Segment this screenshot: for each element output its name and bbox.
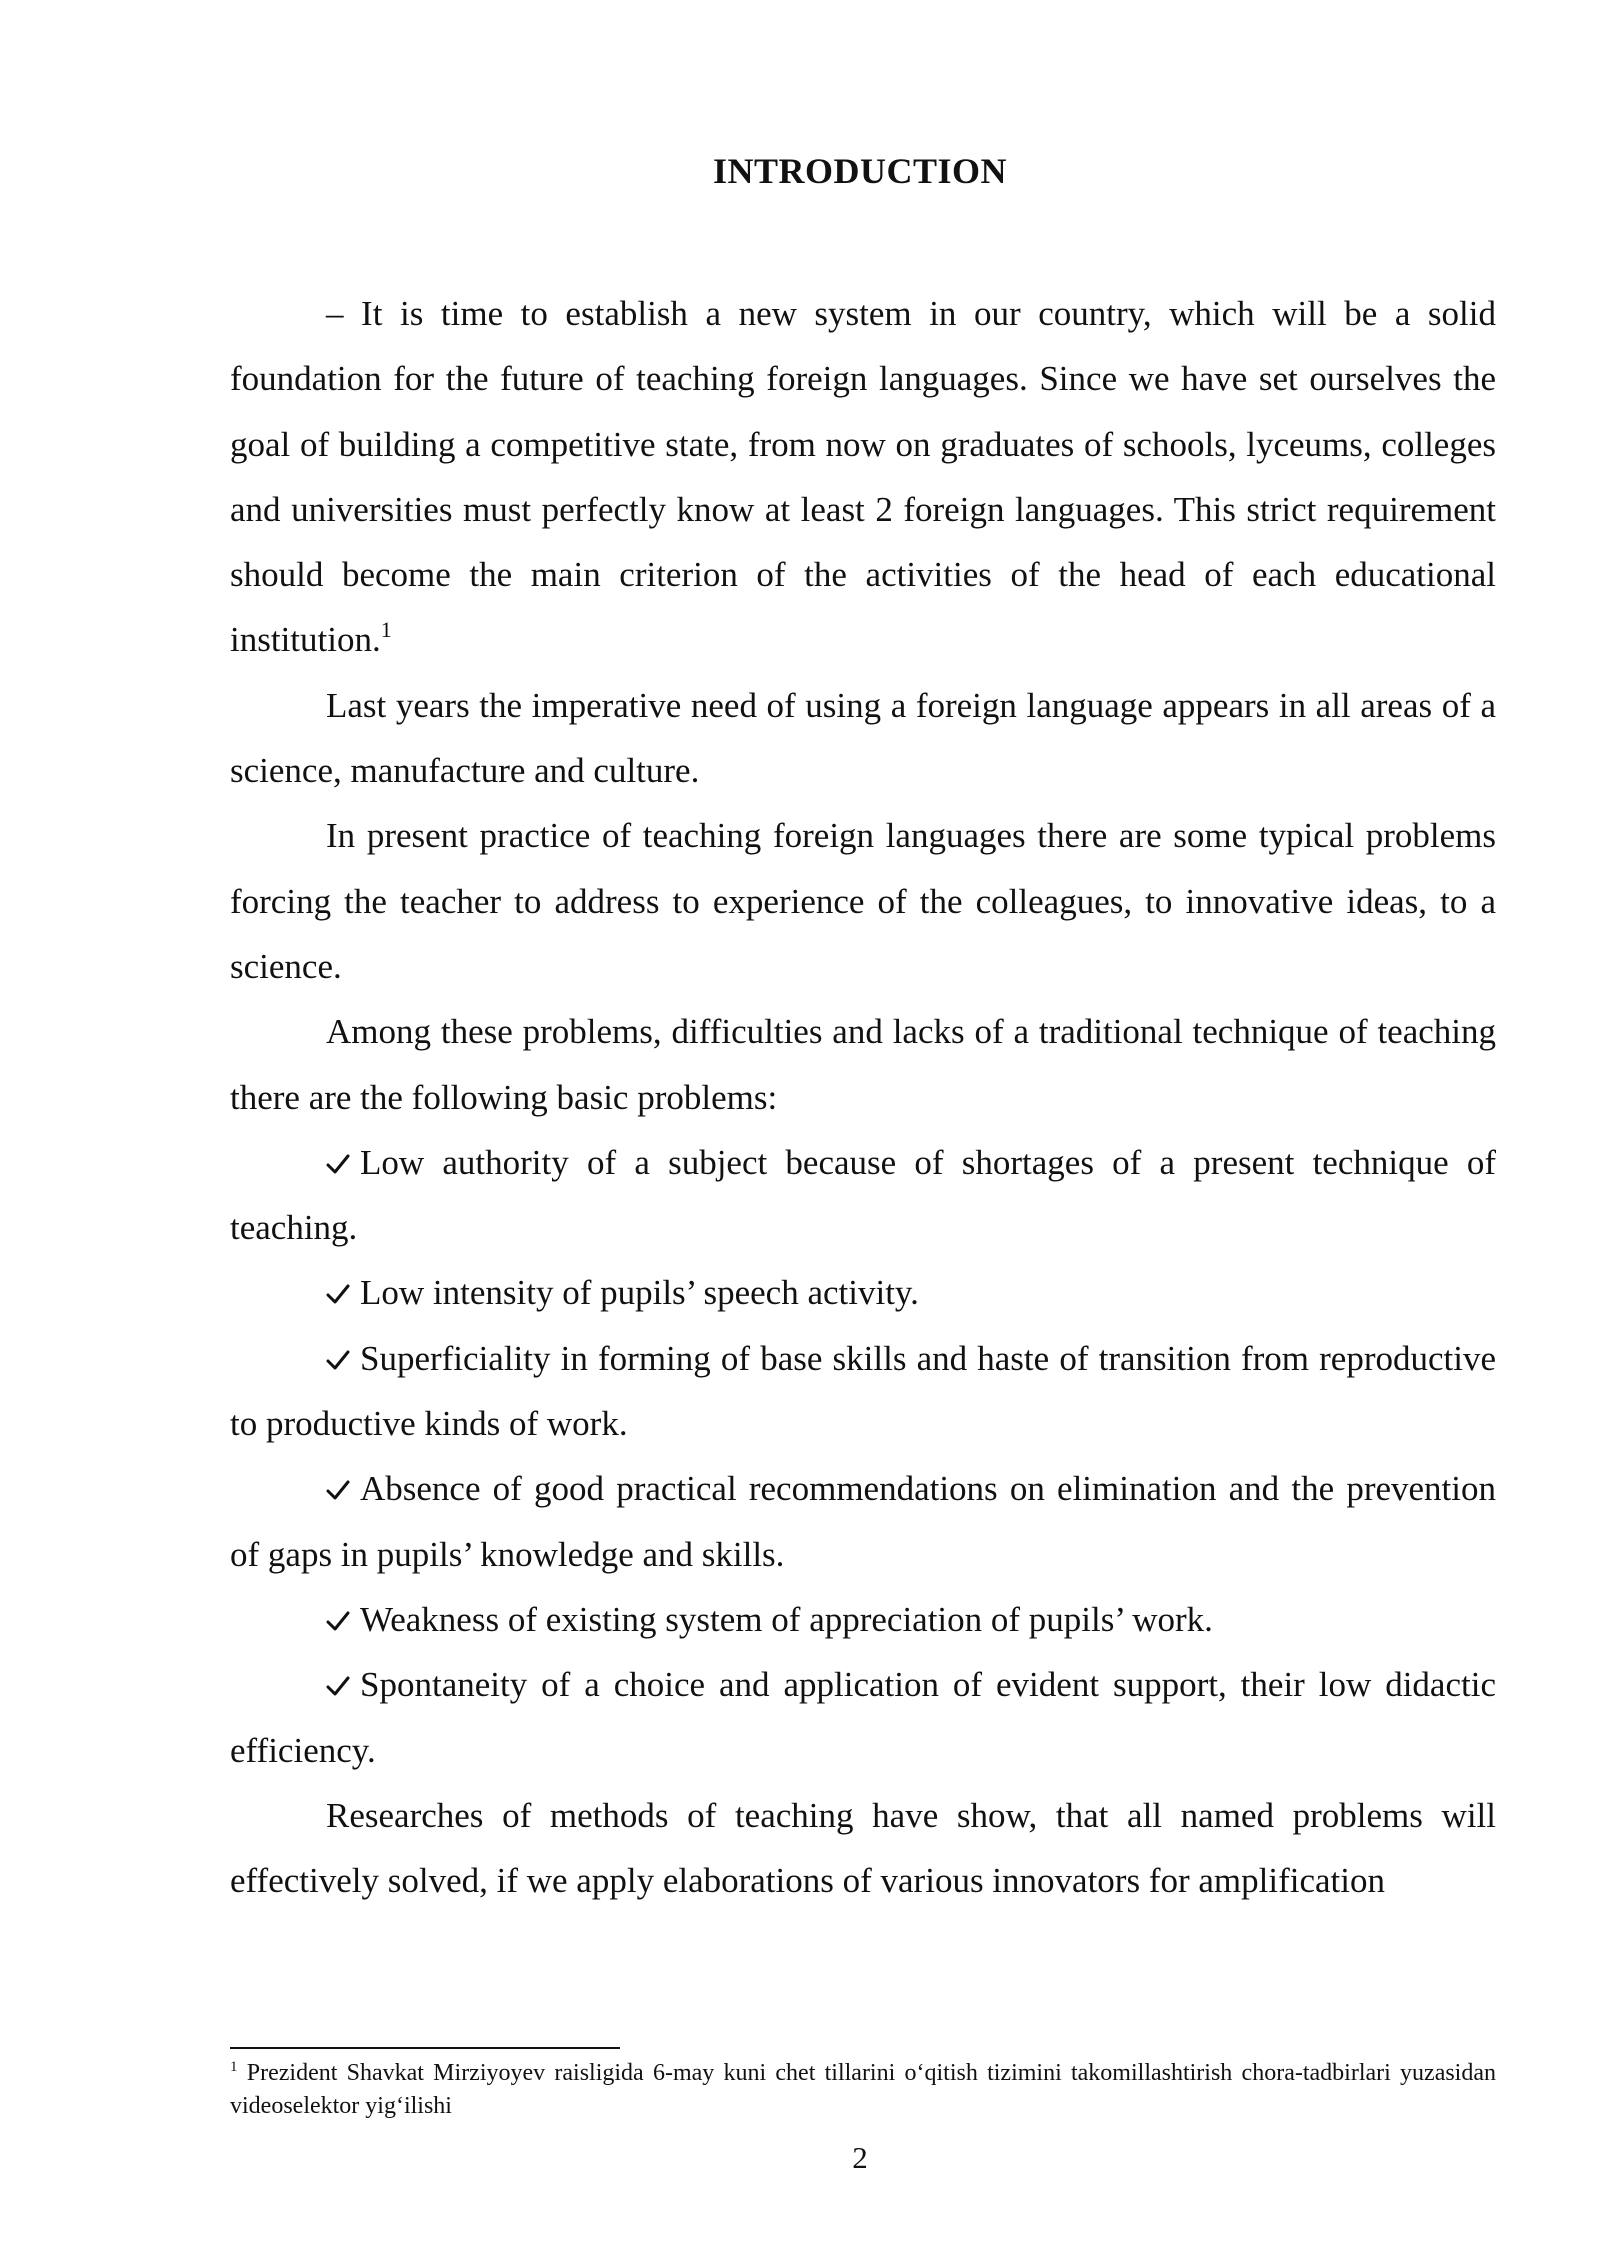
- list-item: [230, 1326, 1496, 1457]
- check-icon: [326, 1326, 360, 1391]
- list-item-text: Weakness of existing system of appreciation of pupils’ work.: [360, 1599, 1213, 1639]
- paragraph-4: Among these problems, difficulties and lacks of a traditional technique of teaching there are the following basic problems:: [230, 1012, 1496, 1117]
- page-number: 2: [852, 2140, 868, 2175]
- footnote: [230, 2057, 1496, 2123]
- paragraph-5: Researches of methods of teaching have show, that all named problems will effectively solved, if we apply elaborations of various innovators for amplification: [230, 1795, 1496, 1901]
- body-text: [230, 281, 1496, 1913]
- list-item: [230, 1130, 1496, 1261]
- paragraph-1: [230, 281, 1496, 673]
- list-item-text: Low authority of a subject because of shortages of a present technique of teaching.: [230, 1142, 1496, 1248]
- list-item-text: Superficiality in forming of base skills and haste of transition from reproductive to productive kinds of work.: [230, 1338, 1496, 1444]
- check-icon: [326, 1130, 360, 1195]
- list-item-text: Spontaneity of a choice and application of evident support, their low didactic efficiency.: [230, 1665, 1496, 1770]
- check-icon: [326, 1456, 360, 1521]
- check-icon: [326, 1652, 360, 1717]
- check-icon: [326, 1587, 360, 1652]
- list-item: [230, 1260, 1496, 1325]
- problems-list: [230, 1130, 1496, 1783]
- list-item-text: Low intensity of pupils’ speech activity.: [360, 1273, 919, 1313]
- list-item: [230, 1587, 1496, 1652]
- list-item: [230, 1456, 1496, 1587]
- list-item-text: Absence of good practical recommendations on elimination and the prevention of gaps in pupils’ knowledge and skills.: [230, 1469, 1496, 1574]
- footnote-number: 1: [230, 2059, 238, 2075]
- page-title: INTRODUCTION: [712, 151, 1008, 191]
- paragraph-1-text: – It is time to establish a new system in our country, which will be a solid foundation for the future of teaching foreign languages. Since we have set ourselves the goal of building a competitive state, from now on graduates of schools, lyceums, colleges and universities must perfectly know at least 2 foreign languages. This strict requirement should become the main criterion of the activities of the head of each educational institution.: [230, 294, 1496, 660]
- paragraph-2: Last years the imperative need of using a foreign language appears in all areas of a science, manufacture and culture.: [230, 685, 1496, 791]
- paragraph-3: In present practice of teaching foreign languages there are some typical problems forcing the teacher to address to experience of the colleagues, to innovative ideas, to a science.: [230, 816, 1496, 986]
- list-item: [230, 1652, 1496, 1783]
- footnote-reference: 1: [380, 617, 392, 643]
- check-icon: [326, 1260, 360, 1325]
- footnote-separator: [230, 2047, 620, 2049]
- footnote-text: Prezident Shavkat Mirziyoyev raisligida 6-may kuni chet tillarini o‘qitish tizimini takomillashtirish chora-tadbirlari yuzasidan videoselektor yig‘ilishi: [230, 2060, 1497, 2119]
